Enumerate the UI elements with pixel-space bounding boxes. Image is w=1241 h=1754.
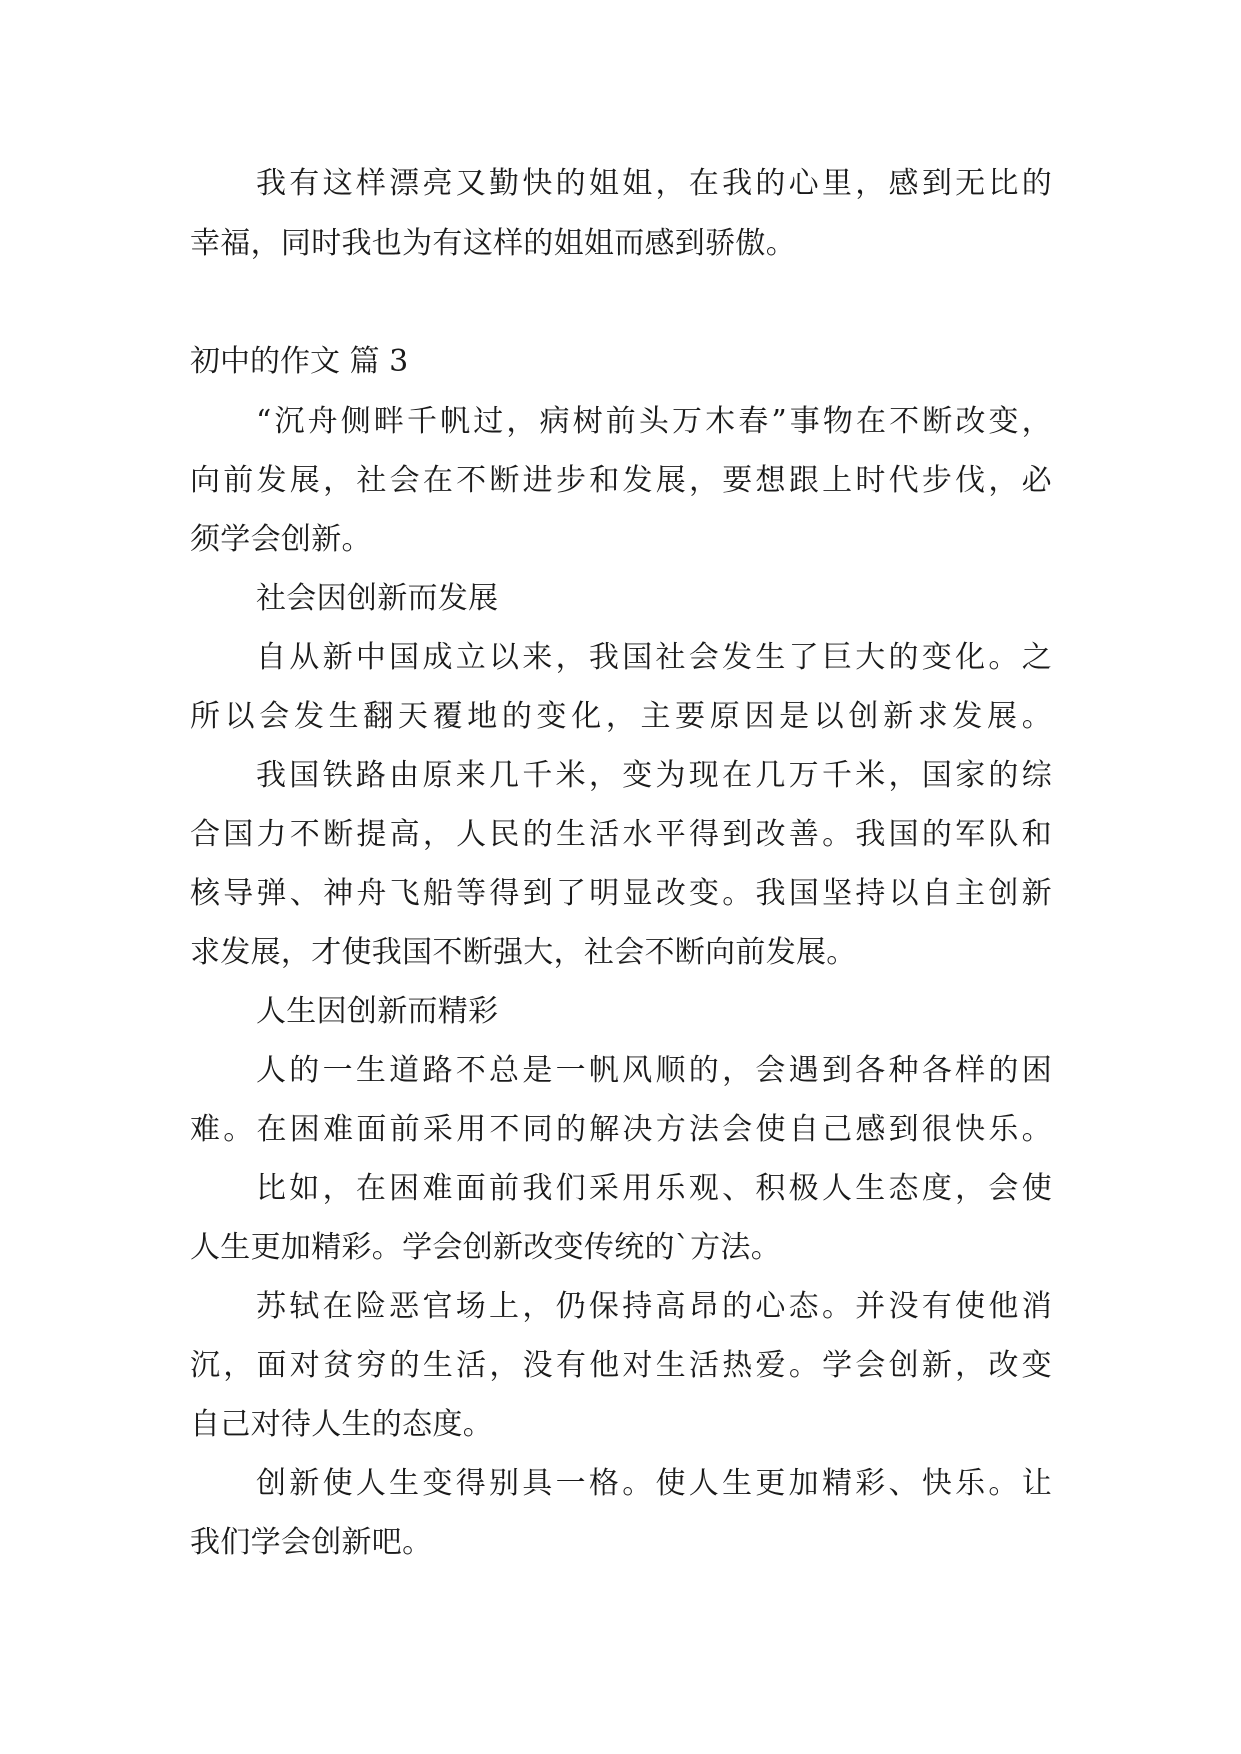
paragraph-line: 我国铁路由原来几千米，变为现在几万千米，国家的综 — [256, 758, 1052, 793]
paragraph-line: 自己对待人生的态度。 — [190, 1407, 493, 1442]
paragraph-line: 自从新中国成立以来，我国社会发生了巨大的变化。之 — [256, 640, 1052, 675]
section-subheading: 人生因创新而精彩 — [256, 994, 499, 1029]
paragraph-line: 我有这样漂亮又勤快的姐姐，在我的心里，感到无比的 — [256, 166, 1052, 201]
paragraph-line: 须学会创新。 — [190, 522, 372, 557]
essay-title: 初中的作文 篇 3 — [190, 344, 409, 379]
paragraph-line: 苏轼在险恶官场上，仍保持高昂的心态。并没有使他消 — [256, 1289, 1052, 1324]
paragraph-line: “沉舟侧畔千帆过，病树前头万木春”事物在不断改变， — [256, 404, 1052, 439]
paragraph-line: 求发展，才使我国不断强大，社会不断向前发展。 — [190, 935, 857, 970]
paragraph-line: 我们学会创新吧。 — [190, 1525, 433, 1560]
paragraph-line: 核导弹、神舟飞船等得到了明显改变。我国坚持以自主创新 — [190, 876, 1052, 911]
paragraph-line: 难。在困难面前采用不同的解决方法会使自己感到很快乐。 — [190, 1112, 1052, 1147]
paragraph-line: 沉，面对贫穷的生活，没有他对生活热爱。学会创新，改变 — [190, 1348, 1052, 1383]
section-subheading: 社会因创新而发展 — [256, 581, 499, 616]
paragraph-line: 幸福，同时我也为有这样的姐姐而感到骄傲。 — [190, 226, 796, 261]
paragraph-line: 向前发展，社会在不断进步和发展，要想跟上时代步伐，必 — [190, 463, 1052, 498]
paragraph-line: 合国力不断提高，人民的生活水平得到改善。我国的军队和 — [190, 817, 1052, 852]
paragraph-line: 比如，在困难面前我们采用乐观、积极人生态度，会使 — [256, 1171, 1052, 1206]
paragraph-line: 创新使人生变得别具一格。使人生更加精彩、快乐。让 — [256, 1466, 1052, 1501]
paragraph-line: 人的一生道路不总是一帆风顺的，会遇到各种各样的困 — [256, 1053, 1052, 1088]
paragraph-line: 所以会发生翻天覆地的变化，主要原因是以创新求发展。 — [190, 699, 1052, 734]
paragraph-line: 人生更加精彩。学会创新改变传统的`方法。 — [190, 1230, 781, 1265]
